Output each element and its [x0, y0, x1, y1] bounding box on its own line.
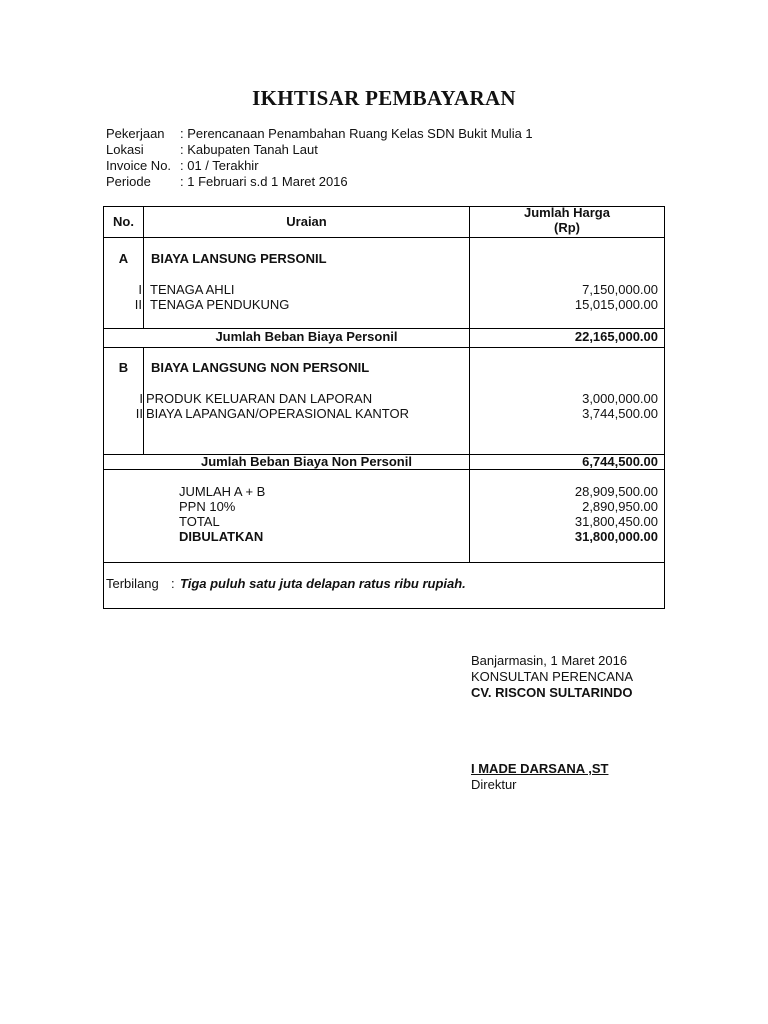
table-divider [104, 562, 664, 563]
meta-value: : 01 / Terakhir [180, 158, 259, 173]
section-b-title: BIAYA LANGSUNG NON PERSONIL [151, 360, 370, 375]
subtotal-a-amount: 22,165,000.00 [574, 329, 658, 344]
subtotal-a-label: Jumlah Beban Biaya Personil [215, 329, 398, 344]
payment-summary-table [103, 206, 665, 609]
terbilang-text: Tiga puluh satu juta delapan ratus ribu rupiah. [180, 576, 466, 591]
table-divider [104, 237, 664, 238]
item-no: II [135, 406, 143, 421]
item-desc: BIAYA LAPANGAN/OPERASIONAL KANTOR [146, 406, 409, 421]
terbilang-separator: : [171, 576, 175, 591]
item-no: II [134, 297, 142, 312]
item-desc: TENAGA AHLI [150, 282, 235, 297]
signature-place-date: Banjarmasin, 1 Maret 2016 [471, 653, 628, 668]
meta-value: : 1 Februari s.d 1 Maret 2016 [180, 174, 348, 189]
signature-company: CV. RISCON SULTARINDO [471, 685, 633, 700]
total-amount: 28,909,500.00 [574, 484, 658, 499]
header-rp: (Rp) [554, 220, 580, 235]
meta-label: Pekerjaan [106, 126, 165, 141]
table-divider [104, 347, 664, 348]
signature-role: KONSULTAN PERENCANA [471, 669, 634, 684]
item-amount: 7,150,000.00 [582, 282, 658, 297]
header-no: No. [113, 214, 134, 229]
table-divider [104, 469, 664, 470]
signature-block [471, 653, 633, 701]
table-divider [143, 237, 144, 328]
subtotal-b-label: Jumlah Beban Biaya Non Personil [201, 454, 412, 469]
terbilang-label: Terbilang [106, 576, 159, 591]
item-no: I [139, 391, 143, 406]
total-amount: 2,890,950.00 [582, 499, 658, 514]
meta-label: Lokasi [106, 142, 144, 157]
section-a-title: BIAYA LANSUNG PERSONIL [151, 251, 327, 266]
signatory-block [471, 761, 608, 793]
subtotal-b-amount: 6,744,500.00 [582, 454, 658, 469]
section-b-no: B [118, 360, 129, 375]
signatory-name: I MADE DARSANA ,ST [471, 761, 609, 776]
item-no: I [138, 282, 142, 297]
meta-value: : Kabupaten Tanah Laut [180, 142, 318, 157]
total-label: PPN 10% [179, 499, 236, 514]
total-amount: 31,800,000.00 [574, 529, 658, 544]
item-amount: 3,000,000.00 [582, 391, 658, 406]
meta-value: : Perencanaan Penambahan Ruang Kelas SDN Bukit Mulia 1 [180, 126, 533, 141]
meta-label: Invoice No. [106, 158, 172, 173]
item-desc: TENAGA PENDUKUNG [150, 297, 290, 312]
total-label: JUMLAH A + B [179, 484, 266, 499]
signatory-position: Direktur [471, 777, 517, 792]
section-a-no: A [118, 251, 129, 266]
item-amount: 3,744,500.00 [582, 406, 658, 421]
total-label: TOTAL [179, 514, 220, 529]
total-amount: 31,800,450.00 [574, 514, 658, 529]
header-jumlah-harga: Jumlah Harga [524, 205, 610, 220]
table-divider [143, 347, 144, 454]
document-title: IKHTISAR PEMBAYARAN [252, 86, 516, 110]
item-amount: 15,015,000.00 [574, 297, 658, 312]
meta-label: Periode [106, 174, 151, 189]
item-desc: PRODUK KELUARAN DAN LAPORAN [146, 391, 373, 406]
header-uraian: Uraian [286, 214, 327, 229]
total-label: DIBULATKAN [179, 529, 264, 544]
